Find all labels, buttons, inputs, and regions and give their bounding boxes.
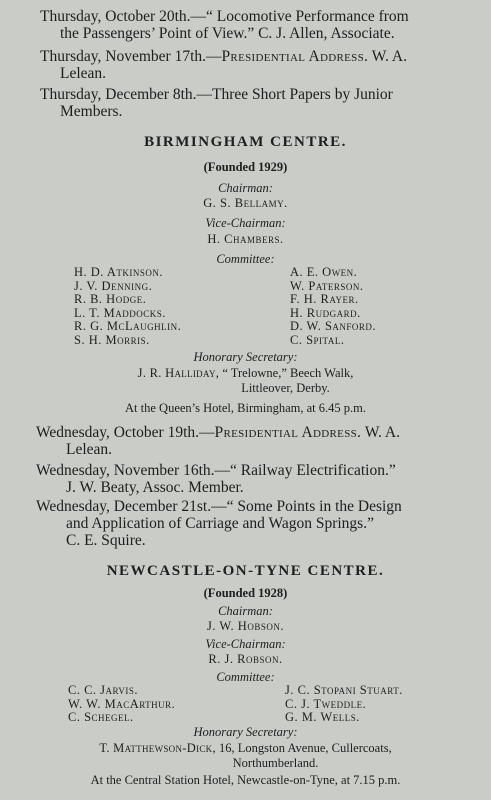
venue-line: At the Central Station Hotel, Newcastle-on-Tyne, at 7.15 p.m.: [90, 773, 401, 787]
committee-member: F. H. Rayer.: [290, 292, 359, 306]
committee-member: J. C. Stopani Stuart.: [285, 683, 403, 697]
entry-line: Lelean.: [66, 441, 113, 458]
entry-line: J. W. Beaty, Assoc. Member.: [66, 479, 244, 496]
secretary-name: J. R. Halliday,: [137, 366, 220, 380]
meeting-entry: [36, 498, 486, 549]
secretary-line: [0, 366, 491, 381]
chairman-name: J. W. Hobson.: [207, 619, 284, 633]
secretary-address: “ Trelowne,” Beech Walk,: [222, 366, 354, 380]
committee-label: Committee:: [216, 670, 275, 684]
committee-member: R. G. McLaughlin.: [74, 319, 182, 333]
chairman-label: Chairman:: [218, 604, 273, 618]
committee-list-left: [74, 266, 181, 347]
meeting-entry: [36, 424, 476, 458]
entry-line: Thursday, December 8th.—Three Short Papers by Junior: [40, 86, 393, 103]
secretary-address-line: Littleover, Derby.: [241, 381, 330, 395]
venue-line: At the Queen’s Hotel, Birmingham, at 6.45 p.m.: [125, 401, 366, 415]
meeting-entry: [36, 462, 486, 496]
entry-line: Wednesday, December 21st.—“ Some Points in the Design: [36, 498, 402, 515]
founded-note: (Founded 1928): [203, 586, 288, 600]
secretary-label: Honorary Secretary:: [193, 350, 298, 364]
chairman-label: Chairman:: [218, 181, 273, 195]
secretary-address: 16, Longston Avenue, Cullercoats,: [219, 741, 392, 755]
committee-member: A. E. Owen.: [290, 265, 358, 279]
entry-line-smallcaps: Presidential Address.: [214, 424, 362, 441]
entry-line: Wednesday, November 16th.—“ Railway Electrification.”: [36, 462, 396, 479]
committee-member: L. T. Maddocks.: [74, 305, 166, 320]
entry-line: Wednesday, October 19th.—: [36, 424, 215, 441]
chairman-name: G. S. Bellamy.: [203, 196, 288, 210]
meeting-entry: [40, 86, 480, 120]
section-heading: NEWCASTLE-ON-TYNE CENTRE.: [106, 563, 385, 579]
entry-line: Lelean.: [60, 65, 107, 82]
vice-chairman-name: H. Chambers.: [207, 232, 284, 246]
committee-member: J. V. Denning.: [74, 278, 153, 293]
meeting-entry: [40, 8, 480, 42]
section-heading: BIRMINGHAM CENTRE.: [144, 134, 347, 150]
committee-member: C. J. Tweddle.: [285, 696, 367, 711]
vice-chairman-name: R. J. Robson.: [208, 652, 283, 666]
committee-list-left: [68, 684, 175, 725]
committee-member: S. H. Morris.: [74, 332, 150, 347]
committee-member: G. M. Wells.: [285, 710, 360, 724]
entry-line: W. A.: [368, 48, 407, 65]
founded-note: (Founded 1929): [203, 160, 288, 174]
committee-member: W. Paterson.: [290, 278, 364, 293]
entry-line: Members.: [60, 103, 123, 120]
entry-line: W. A.: [361, 424, 400, 441]
committee-member: C. Spital.: [290, 332, 345, 347]
committee-list-right: [285, 684, 403, 725]
committee-label: Committee:: [216, 252, 275, 266]
secretary-line: [0, 741, 491, 756]
entry-line-smallcaps: Presidential Address.: [221, 48, 369, 65]
entry-line: the Passengers’ Point of View.” C. J. Allen, Associate.: [60, 25, 395, 42]
entry-line: Thursday, October 20th.—“ Locomotive Performance from: [40, 8, 409, 25]
entry-line: and Application of Carriage and Wagon Springs.”: [66, 515, 374, 532]
committee-member: W. W. MacArthur.: [68, 696, 176, 711]
committee-member: R. B. Hodge.: [74, 292, 147, 306]
vice-chairman-label: Vice-Chairman:: [205, 216, 286, 230]
entry-line: C. E. Squire.: [66, 532, 146, 549]
committee-member: H. Rudgard.: [290, 305, 361, 320]
vice-chairman-label: Vice-Chairman:: [205, 637, 286, 651]
committee-member: D. W. Sanford.: [290, 319, 377, 333]
committee-member: C. Schegel.: [68, 710, 134, 724]
committee-member: H. D. Atkinson.: [74, 265, 164, 279]
committee-member: C. C. Jarvis.: [68, 683, 138, 697]
secretary-address-line: Northumberland.: [232, 756, 319, 770]
secretary-label: Honorary Secretary:: [193, 725, 298, 739]
meeting-entry: [40, 48, 480, 82]
entry-line: Thursday, November 17th.—: [40, 48, 222, 65]
secretary-name: T. Matthewson-Dick,: [99, 741, 216, 755]
committee-list-right: [290, 266, 376, 347]
